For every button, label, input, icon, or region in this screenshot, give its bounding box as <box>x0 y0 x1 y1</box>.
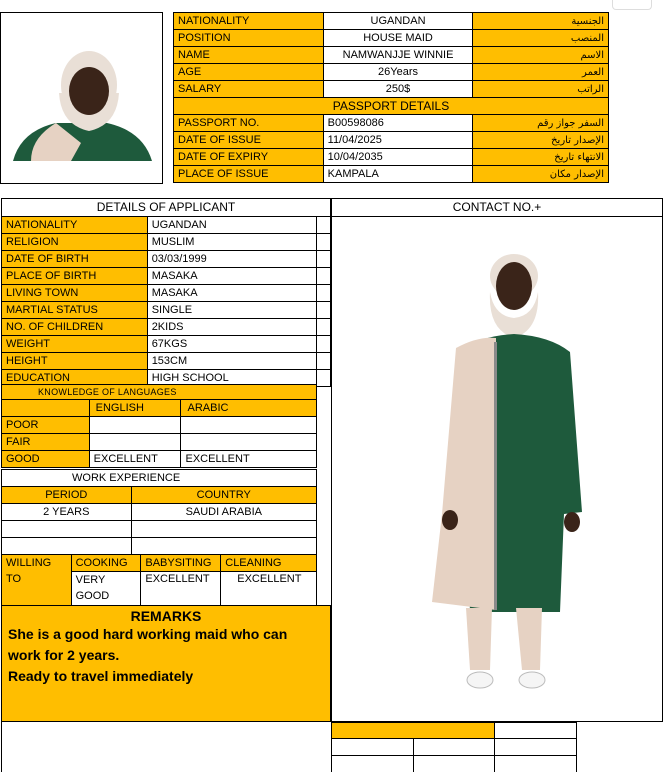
applicant-row <box>2 217 331 234</box>
applicant-row <box>2 336 331 353</box>
passport-label: DATE OF ISSUE <box>174 132 324 149</box>
applicant-label: HEIGHT <box>2 353 148 370</box>
header-label: NATIONALITY <box>174 13 324 30</box>
skills-cooking-value: VERY <box>71 572 141 589</box>
applicant-value: MUSLIM <box>147 234 316 251</box>
passport-arabic: الانتهاء تاريخ <box>473 149 609 166</box>
header-label: AGE <box>174 64 324 81</box>
header-arabic: العمر <box>473 64 609 81</box>
corner-decoration <box>612 0 652 10</box>
header-arabic: الاسم <box>473 47 609 64</box>
skills-to: TO <box>2 572 72 606</box>
header-value: HOUSE MAID <box>323 30 473 47</box>
passport-title: PASSPORT DETAILS <box>174 98 609 115</box>
applicant-label: LIVING TOWN <box>2 285 148 302</box>
language-level: GOOD <box>2 451 90 468</box>
work-empty-cell <box>131 538 316 555</box>
applicant-row <box>2 285 331 302</box>
bottom-empty-cell <box>495 723 577 739</box>
languages-col-english: ENGLISH <box>89 400 181 417</box>
applicant-label: NATIONALITY <box>2 217 148 234</box>
passport-row <box>174 166 609 183</box>
passport-value: B00598086 <box>323 115 473 132</box>
language-level: POOR <box>2 417 90 434</box>
header-row <box>174 30 609 47</box>
passport-value: 10/04/2035 <box>323 149 473 166</box>
applicant-label: WEIGHT <box>2 336 148 353</box>
portrait-photo <box>0 12 163 184</box>
remarks-line: Ready to travel immediately <box>8 668 194 684</box>
work-row-empty <box>2 521 317 538</box>
applicant-value: UGANDAN <box>147 217 316 234</box>
applicant-spacer <box>317 251 331 268</box>
header-row <box>174 64 609 81</box>
passport-arabic: الإصدار تاريخ <box>473 132 609 149</box>
applicant-spacer <box>317 353 331 370</box>
applicant-title: DETAILS OF APPLICANT <box>2 199 331 217</box>
applicant-spacer <box>317 319 331 336</box>
applicant-label: MARTIAL STATUS <box>2 302 148 319</box>
bottom-empty-cell <box>332 739 414 756</box>
applicant-row <box>2 302 331 319</box>
header-arabic: الراتب <box>473 81 609 98</box>
applicant-label: PLACE OF BIRTH <box>2 268 148 285</box>
applicant-row <box>2 319 331 336</box>
work-period-header: PERIOD <box>2 487 132 504</box>
applicant-value: 2KIDS <box>147 319 316 336</box>
bottom-empty-cell <box>413 756 495 772</box>
applicant-row <box>2 234 331 251</box>
skills-cleaning-header: CLEANING <box>221 555 317 572</box>
remarks-line: She is a good hard working maid who can <box>8 626 288 642</box>
language-row <box>2 434 317 451</box>
applicant-row <box>2 353 331 370</box>
header-row <box>174 13 609 30</box>
header-value: NAMWANJJE WINNIE <box>323 47 473 64</box>
language-english: EXCELLENT <box>89 451 181 468</box>
remarks-line: work for 2 years. <box>8 647 120 663</box>
skills-cooking-header: COOKING <box>71 555 141 572</box>
passport-label: PLACE OF ISSUE <box>174 166 324 183</box>
applicant-value: 03/03/1999 <box>147 251 316 268</box>
header-arabic: المنصب <box>473 30 609 47</box>
applicant-spacer <box>317 268 331 285</box>
header-value: UGANDAN <box>323 13 473 30</box>
passport-row <box>174 132 609 149</box>
work-empty-cell <box>2 538 132 555</box>
applicant-spacer <box>317 370 331 387</box>
passport-arabic: الإصدار مكان <box>473 166 609 183</box>
full-body-photo <box>430 252 590 700</box>
passport-title-row <box>174 98 609 115</box>
language-row <box>2 417 317 434</box>
header-label: SALARY <box>174 81 324 98</box>
bottom-header-cell <box>332 723 495 739</box>
skills-cooking-value-2: GOOD <box>71 589 141 606</box>
header-table <box>173 12 609 183</box>
language-arabic: EXCELLENT <box>181 451 317 468</box>
applicant-spacer <box>317 217 331 234</box>
applicant-table <box>1 198 331 387</box>
bottom-empty-cell <box>495 756 577 772</box>
language-row <box>2 451 317 468</box>
language-level: FAIR <box>2 434 90 451</box>
header-label: NAME <box>174 47 324 64</box>
applicant-row <box>2 251 331 268</box>
applicant-value: MASAKA <box>147 285 316 302</box>
passport-value: KAMPALA <box>323 166 473 183</box>
work-country-header: COUNTRY <box>131 487 316 504</box>
language-arabic <box>181 434 317 451</box>
language-english <box>89 434 181 451</box>
applicant-spacer <box>317 285 331 302</box>
work-row <box>2 504 317 521</box>
skills-table <box>1 554 317 606</box>
passport-arabic: السفر جواز رقم <box>473 115 609 132</box>
applicant-value: MASAKA <box>147 268 316 285</box>
applicant-spacer <box>317 336 331 353</box>
language-english <box>89 417 181 434</box>
header-label: POSITION <box>174 30 324 47</box>
skills-cleaning-value: EXCELLENT <box>221 572 317 606</box>
applicant-spacer <box>317 234 331 251</box>
applicant-value: 153CM <box>147 353 316 370</box>
work-row-empty <box>2 538 317 555</box>
header-row <box>174 81 609 98</box>
bottom-right-table <box>331 722 577 772</box>
languages-table <box>1 384 317 468</box>
applicant-row <box>2 268 331 285</box>
remarks-title: REMARKS <box>130 608 202 624</box>
header-value: 250$ <box>323 81 473 98</box>
bottom-empty-cell <box>495 739 577 756</box>
skills-willing: WILLING <box>2 555 72 572</box>
skills-babysitting-value: EXCELLENT <box>141 572 221 606</box>
header-value: 26Years <box>323 64 473 81</box>
applicant-label: EDUCATION <box>2 370 148 387</box>
applicant-label: NO. OF CHILDREN <box>2 319 148 336</box>
skills-babysitting-header: BABYSITING <box>141 555 221 572</box>
work-country: SAUDI ARABIA <box>131 504 316 521</box>
work-title: WORK EXPERIENCE <box>2 470 317 487</box>
passport-row <box>174 149 609 166</box>
header-row <box>174 47 609 64</box>
languages-title: KNOWLEDGE OF LANGUAGES <box>2 385 317 400</box>
applicant-value: 67KGS <box>147 336 316 353</box>
languages-col-arabic: ARABIC <box>181 400 317 417</box>
contact-title: CONTACT NO.+ <box>452 200 542 214</box>
applicant-value: SINGLE <box>147 302 316 319</box>
work-period: 2 YEARS <box>2 504 132 521</box>
bottom-empty-cell <box>413 739 495 756</box>
applicant-value: HIGH SCHOOL <box>147 370 316 387</box>
work-empty-cell <box>131 521 316 538</box>
applicant-label: DATE OF BIRTH <box>2 251 148 268</box>
bottom-left-box <box>1 722 331 772</box>
header-arabic: الجنسية <box>473 13 609 30</box>
remarks-box <box>1 605 331 722</box>
passport-value: 11/04/2025 <box>323 132 473 149</box>
languages-corner <box>2 400 90 417</box>
passport-row <box>174 115 609 132</box>
work-empty-cell <box>2 521 132 538</box>
passport-label: PASSPORT NO. <box>174 115 324 132</box>
bottom-empty-cell <box>332 756 414 772</box>
applicant-label: RELIGION <box>2 234 148 251</box>
work-table <box>1 469 317 555</box>
passport-label: DATE OF EXPIRY <box>174 149 324 166</box>
contact-divider <box>331 216 663 217</box>
applicant-spacer <box>317 302 331 319</box>
language-arabic <box>181 417 317 434</box>
